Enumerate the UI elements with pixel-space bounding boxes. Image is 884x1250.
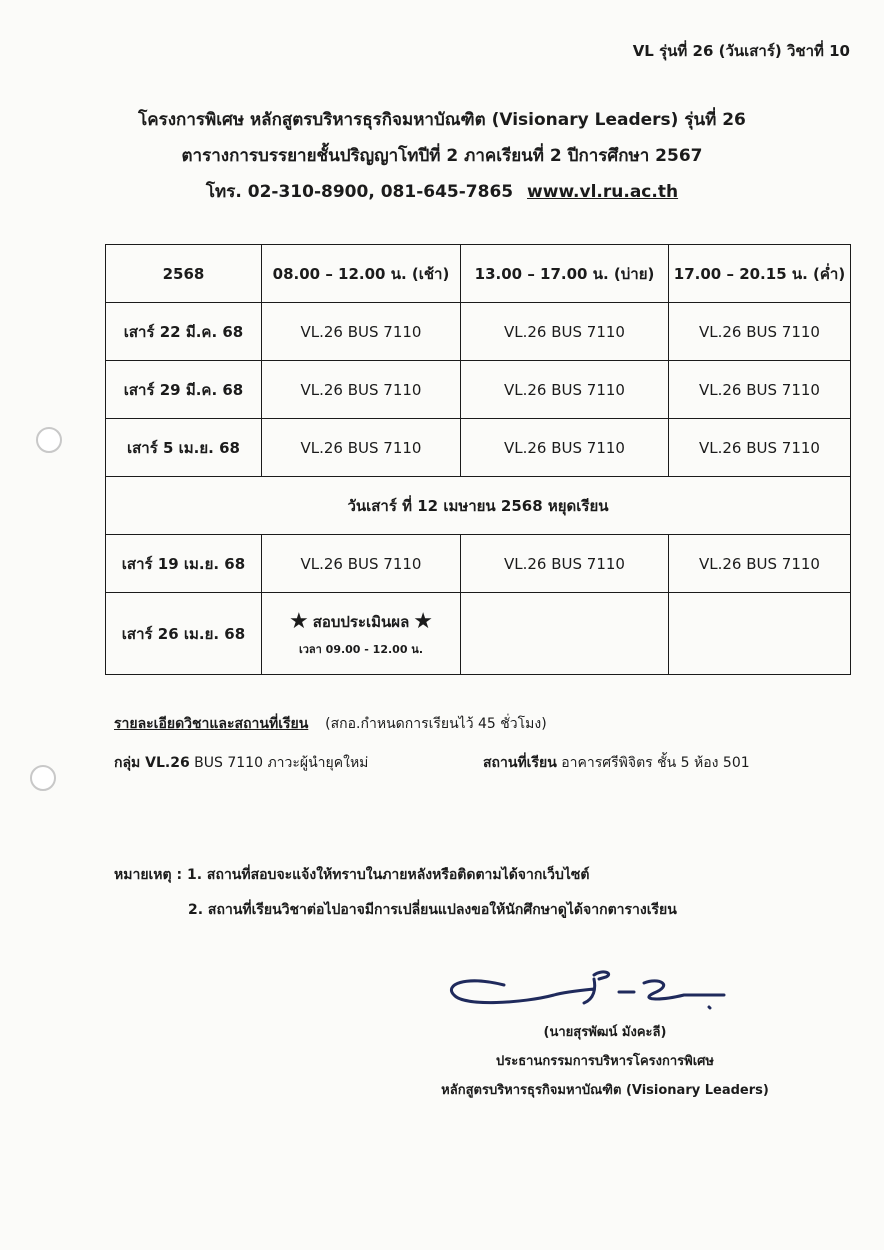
evening-class: VL.26 BUS 7110	[669, 361, 851, 419]
evening-class: VL.26 BUS 7110	[669, 303, 851, 361]
signer-position: ประธานกรรมการบริหารโครงการพิเศษ	[496, 1054, 714, 1069]
exam-cell	[262, 593, 461, 675]
course-name: BUS 7110 ภาวะผู้นำยุคใหม่	[194, 755, 369, 771]
location-line	[483, 752, 750, 774]
evening-class: VL.26 BUS 7110	[669, 535, 851, 593]
details-heading	[114, 713, 547, 735]
row-date: เสาร์ 22 มี.ค. 68	[106, 303, 262, 361]
signature-block	[415, 1018, 795, 1105]
star-icon: ★	[413, 608, 434, 634]
document-header	[0, 102, 884, 210]
program-title: โครงการพิเศษ หลักสูตรบริหารธุรกิจมหาบัณฑิต (Visionary Leaders) รุ่นที่ 26	[138, 110, 746, 130]
row-date: เสาร์ 29 มี.ค. 68	[106, 361, 262, 419]
morning-class: VL.26 BUS 7110	[262, 535, 461, 593]
phone-numbers: โทร. 02-310-8900, 081-645-7865	[205, 182, 514, 202]
holiday-row	[106, 477, 851, 535]
holiday-notice: วันเสาร์ ที่ 12 เมษายน 2568 หยุดเรียน	[106, 477, 851, 535]
group-label: กลุ่ม VL.26	[114, 755, 190, 771]
remark-item: 1. สถานที่สอบจะแจ้งให้ทราบในภายหลังหรือติดตามได้จากเว็บไซต์	[186, 867, 590, 883]
afternoon-class: VL.26 BUS 7110	[461, 419, 669, 477]
remarks-line-1	[114, 864, 590, 886]
remark-item: 2. สถานที่เรียนวิชาต่อไปอาจมีการเปลี่ยนแปลงขอให้นักศึกษาดูได้จากตารางเรียน	[188, 902, 677, 918]
morning-class: VL.26 BUS 7110	[262, 303, 461, 361]
table-row	[106, 361, 851, 419]
star-icon: ★	[288, 608, 309, 634]
evening-class	[669, 593, 851, 675]
header-morning: 08.00 – 12.00 น. (เช้า)	[262, 245, 461, 303]
schedule-table	[105, 244, 851, 675]
header-year: 2568	[106, 245, 262, 303]
program-name: หลักสูตรบริหารธุรกิจมหาบัณฑิต (Visionary Leaders)	[441, 1083, 769, 1098]
document-reference: VL รุ่นที่ 26 (วันเสาร์) วิชาที่ 10	[632, 42, 850, 60]
header-afternoon: 13.00 – 17.00 น. (บ่าย)	[461, 245, 669, 303]
table-row	[106, 303, 851, 361]
evening-class: VL.26 BUS 7110	[669, 419, 851, 477]
handwritten-signature	[444, 965, 734, 1015]
row-date: เสาร์ 19 เม.ย. 68	[106, 535, 262, 593]
afternoon-class: VL.26 BUS 7110	[461, 535, 669, 593]
morning-class: VL.26 BUS 7110	[262, 419, 461, 477]
table-header-row	[106, 245, 851, 303]
signer-program	[415, 1076, 795, 1105]
header-evening: 17.00 – 20.15 น. (ค่ำ)	[669, 245, 851, 303]
signature-stroke	[451, 972, 724, 1008]
location-label: สถานที่เรียน	[483, 755, 557, 771]
afternoon-class	[461, 593, 669, 675]
exam-row	[106, 593, 851, 675]
morning-class: VL.26 BUS 7110	[262, 361, 461, 419]
course-line	[114, 752, 368, 774]
details-title: รายละเอียดวิชาและสถานที่เรียน	[114, 716, 309, 732]
punch-hole	[30, 765, 56, 791]
table-row	[106, 535, 851, 593]
exam-title-line	[289, 610, 433, 634]
hours-note: (สกอ.กำหนดการเรียนไว้ 45 ชั่วโมง)	[325, 716, 547, 732]
row-date: เสาร์ 26 เม.ย. 68	[106, 593, 262, 675]
website-link[interactable]: www.vl.ru.ac.th	[527, 182, 679, 202]
schedule-title: ตารางการบรรยายชั้นปริญญาโทปีที่ 2 ภาคเรียนที่ 2 ปีการศึกษา 2567	[181, 146, 703, 166]
location-value: อาคารศรีพิจิตร ชั้น 5 ห้อง 501	[561, 755, 750, 771]
punch-hole	[36, 427, 62, 453]
afternoon-class: VL.26 BUS 7110	[461, 361, 669, 419]
afternoon-class: VL.26 BUS 7110	[461, 303, 669, 361]
exam-time: เวลา 09.00 - 12.00 น.	[298, 642, 424, 656]
contact-line	[0, 174, 884, 210]
table-row	[106, 419, 851, 477]
exam-title: สอบประเมินผล	[312, 612, 410, 631]
signer-name: (นายสุรพัฒน์ มังคะลี)	[543, 1025, 667, 1040]
row-date: เสาร์ 5 เม.ย. 68	[106, 419, 262, 477]
remarks-label: หมายเหตุ :	[114, 867, 183, 883]
